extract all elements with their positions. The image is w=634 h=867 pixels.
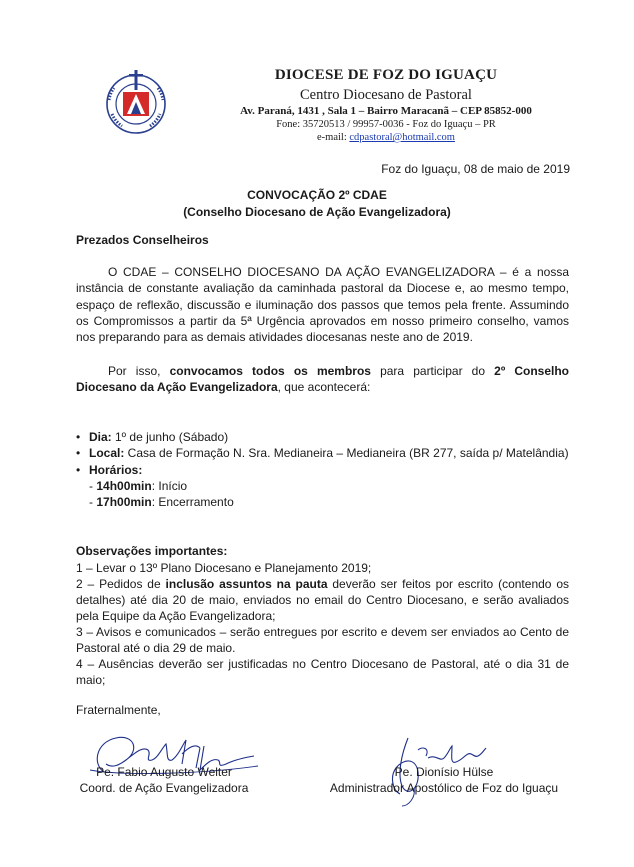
hours-start: - 14h00min: Início: [89, 478, 188, 493]
end-desc: : Encerramento: [151, 495, 234, 510]
obs2-text-a: 2 – Pedidos de: [76, 577, 166, 591]
day-value: 1º de junho (Sábado): [111, 430, 229, 444]
obs2-bold: inclusão assuntos na pauta: [165, 577, 328, 591]
greeting: Prezados Conselheiros: [76, 233, 209, 247]
place-value: Casa de Formação N. Sra. Medianeira – Medianeira (BR 277, saída p/ Matelândia): [124, 446, 569, 461]
closing-salutation: Fraternalmente,: [76, 703, 161, 717]
observation-item-3: 3 – Avisos e comunicados – serão entregues por escrito e devem ser enviados ao Cento de Pastoral até o dia 29 de maio.: [76, 625, 569, 655]
start-time: 14h00min: [96, 478, 152, 493]
right-signature-block: [318, 764, 570, 796]
email-line: [196, 132, 576, 143]
observation-item-1: 1 – Levar o 13º Plano Diocesano e Planejamento 2019;: [76, 561, 372, 575]
left-signature-block: [76, 764, 252, 796]
end-time: 17h00min: [96, 495, 152, 510]
right-signer-name: Pe. Dionísio Hülse: [394, 765, 494, 779]
observation-item-4: 4 – Ausências deverão ser justificadas no Centro Diocesano de Pastoral, até o dia 31 de maio;: [76, 657, 569, 687]
email-label: e-mail:: [317, 132, 350, 143]
inv-bold-1: convocamos todos os membros: [169, 364, 371, 378]
convocation-title: CONVOCAÇÃO 2º CDAE: [247, 188, 387, 202]
phone-line: Fone: 35720513 / 99957-0036 - Foz do Iguaçu – PR: [276, 119, 496, 130]
detail-place: [76, 445, 569, 461]
start-desc: : Início: [151, 478, 188, 493]
convocation-heading: [0, 187, 634, 221]
invitation-paragraph: [76, 363, 569, 396]
observations-title: Observações importantes:: [76, 544, 228, 558]
inv-text-3: , que acontecerá:: [277, 380, 371, 395]
observations-list: [76, 560, 569, 688]
address-line: Av. Paraná, 1431 , Sala 1 – Bairro Maracanã – CEP 85852-000: [240, 105, 532, 117]
inv-text-2: para participar do: [370, 364, 495, 378]
detail-hours: [76, 462, 569, 478]
intro-paragraph: O CDAE – CONSELHO DIOCESANO DA AÇÃO EVANGELIZADORA – é a nossa instância de constante avaliação da caminhada pastoral da Diocese e, ao mesmo tempo, espaço de reflexão, discussão e iluminação dos passos que temos pela frente. Assumindo os Compromissos a partir da 5ª Urgência aprovados em nosso primeiro conselho, vamos nos preparando para as demais atividades diocesanas neste ano de 2019.: [76, 265, 569, 345]
obs2-text-b: deverão ser feitos por escrito (contendo os detalhes) até dia 20 de maio, enviados no email do Centro Diocesano, e serão avaliados pela Equipe da Ação Evangelizadora;: [76, 577, 570, 623]
hours-end: - 17h00min: Encerramento: [89, 495, 234, 510]
email-link[interactable]: cdpastoral@hotmail.com: [349, 132, 455, 143]
left-signer-role: Coord. de Ação Evangelizadora: [79, 781, 249, 795]
place-label: Local:: [89, 446, 125, 461]
inv-text-1: Por isso,: [108, 364, 170, 378]
detail-day: [76, 429, 569, 445]
observation-item-2: [76, 576, 569, 624]
right-signer-role: Administrador Apostólico de Foz do Iguaçu: [329, 781, 559, 795]
inv-bold-2: 2º Conselho Diocesano da Ação Evangelizadora: [76, 364, 569, 395]
center-subtitle: Centro Diocesano de Pastoral: [300, 87, 472, 103]
convocation-subtitle: (Conselho Diocesano de Ação Evangelizadora): [183, 205, 451, 219]
document-date: Foz do Iguaçu, 08 de maio de 2019: [381, 162, 570, 176]
diocese-title: DIOCESE DE FOZ DO IGUAÇU: [274, 67, 498, 83]
left-signer-name: Pe. Fabio Augusto Welter: [96, 765, 232, 779]
day-label: Dia:: [89, 430, 112, 444]
diocese-seal-logo: [104, 70, 168, 134]
hours-label: Horários:: [89, 462, 143, 477]
event-details-list: [76, 429, 569, 510]
